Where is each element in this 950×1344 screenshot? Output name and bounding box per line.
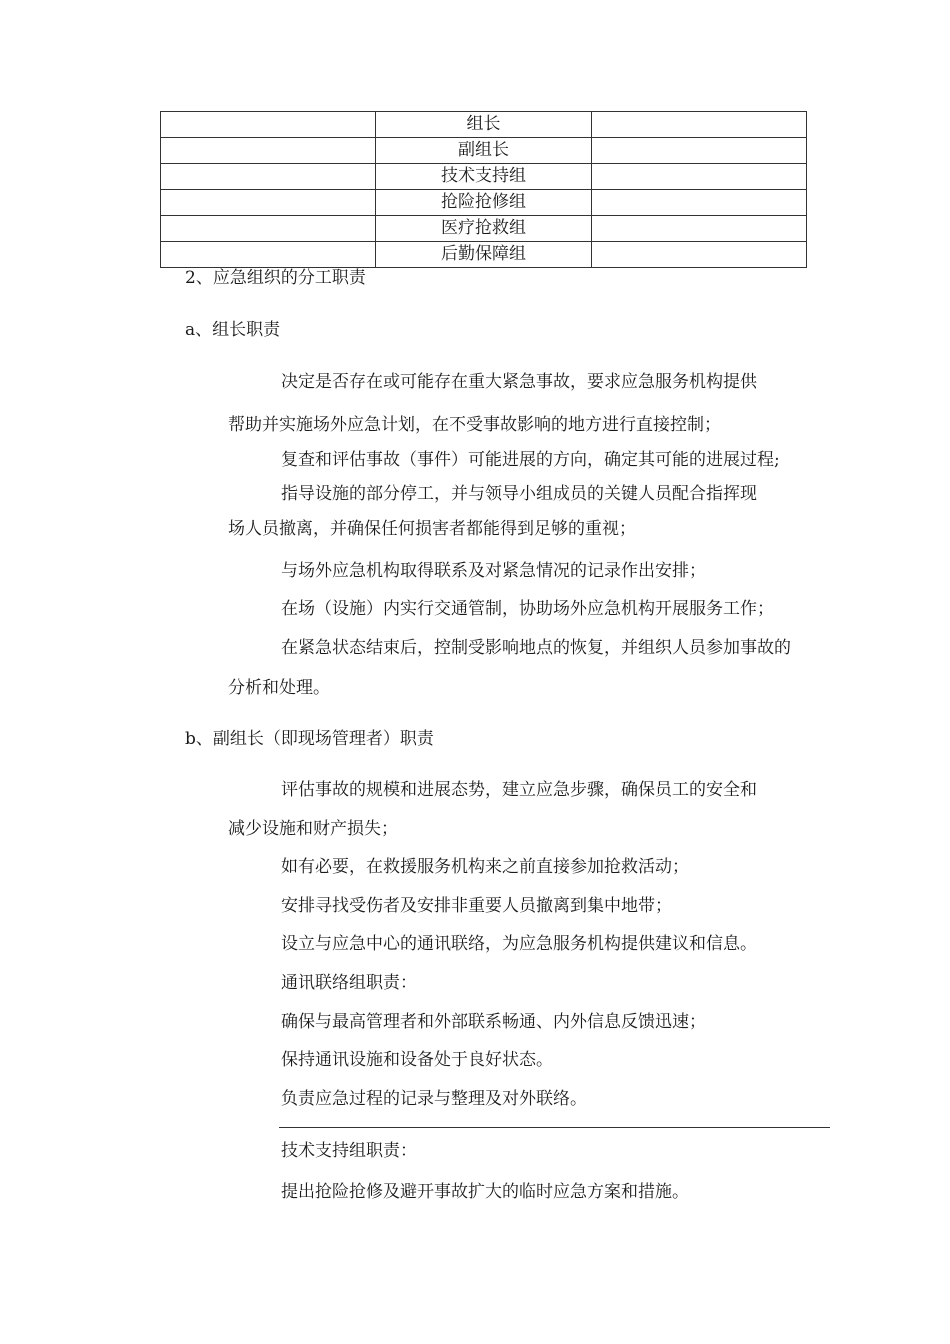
- section-heading: 2、应急组织的分工职责: [185, 268, 366, 288]
- table-cell: [591, 138, 806, 164]
- table-cell-role: 医疗抢救组: [376, 216, 591, 242]
- table-cell: [161, 138, 376, 164]
- deputy-duty-4: 设立与应急中心的通讯联络，为应急服务机构提供建议和信息。: [281, 934, 757, 954]
- tech-heading: 技术支持组职责：: [281, 1141, 417, 1161]
- table-cell: [591, 242, 806, 268]
- leader-duty-3-line-2: 场人员撤离，并确保任何损害者都能得到足够的重视；: [228, 519, 636, 539]
- leader-duty-3-line-1: 指导设施的部分停工，并与领导小组成员的关键人员配合指挥现: [281, 484, 757, 504]
- table-cell-role: 后勤保障组: [376, 242, 591, 268]
- leader-duty-2: 复查和评估事故（事件）可能进展的方向，确定其可能的进展过程;: [281, 450, 780, 470]
- table-cell-role: 副组长: [376, 138, 591, 164]
- table-cell: [161, 164, 376, 190]
- deputy-duty-3: 安排寻找受伤者及安排非重要人员撤离到集中地带；: [281, 896, 672, 916]
- leader-heading: a、组长职责: [185, 320, 281, 340]
- comms-duty-3: 负责应急过程的记录与整理及对外联络。: [281, 1089, 587, 1109]
- table-cell: [591, 216, 806, 242]
- table-row: [161, 138, 807, 164]
- leader-duty-1-line-2: 帮助并实施场外应急计划，在不受事故影响的地方进行直接控制；: [228, 415, 721, 435]
- comms-duty-2: 保持通讯设施和设备处于良好状态。: [281, 1050, 553, 1070]
- deputy-duty-2: 如有必要，在救援服务机构来之前直接参加抢救活动；: [281, 857, 689, 877]
- table-row: [161, 190, 807, 216]
- tech-duty-1: 提出抢险抢修及避开事故扩大的临时应急方案和措施。: [281, 1182, 689, 1202]
- table-cell: [591, 112, 806, 138]
- comms-duty-1: 确保与最高管理者和外部联系畅通、内外信息反馈迅速；: [281, 1012, 706, 1032]
- leader-duty-5: 在场（设施）内实行交通管制，协助场外应急机构开展服务工作；: [281, 599, 774, 619]
- table-cell-role: 组长: [376, 112, 591, 138]
- table-cell-role: 技术支持组: [376, 164, 591, 190]
- table-cell: [591, 164, 806, 190]
- table-cell: [591, 190, 806, 216]
- leader-duty-4: 与场外应急机构取得联系及对紧急情况的记录作出安排；: [281, 561, 706, 581]
- horizontal-divider: [279, 1127, 830, 1128]
- leader-duty-6-line-2: 分析和处理。: [228, 678, 330, 698]
- table-row: [161, 242, 807, 268]
- deputy-heading: b、副组长（即现场管理者）职责: [185, 729, 434, 749]
- table-row: [161, 164, 807, 190]
- deputy-duty-1-line-1: 评估事故的规模和进展态势，建立应急步骤，确保员工的安全和: [281, 780, 757, 800]
- table-cell: [161, 190, 376, 216]
- leader-duty-6-line-1: 在紧急状态结束后，控制受影响地点的恢复，并组织人员参加事故的: [281, 638, 791, 658]
- org-table: [160, 111, 807, 268]
- table-cell: [161, 242, 376, 268]
- table-cell-role: 抢险抢修组: [376, 190, 591, 216]
- deputy-duty-1-line-2: 减少设施和财产损失；: [228, 819, 398, 839]
- table-row: [161, 112, 807, 138]
- comms-heading: 通讯联络组职责：: [281, 973, 417, 993]
- table-cell: [161, 216, 376, 242]
- leader-duty-1-line-1: 决定是否存在或可能存在重大紧急事故，要求应急服务机构提供: [281, 372, 757, 392]
- table-row: [161, 216, 807, 242]
- table-cell: [161, 112, 376, 138]
